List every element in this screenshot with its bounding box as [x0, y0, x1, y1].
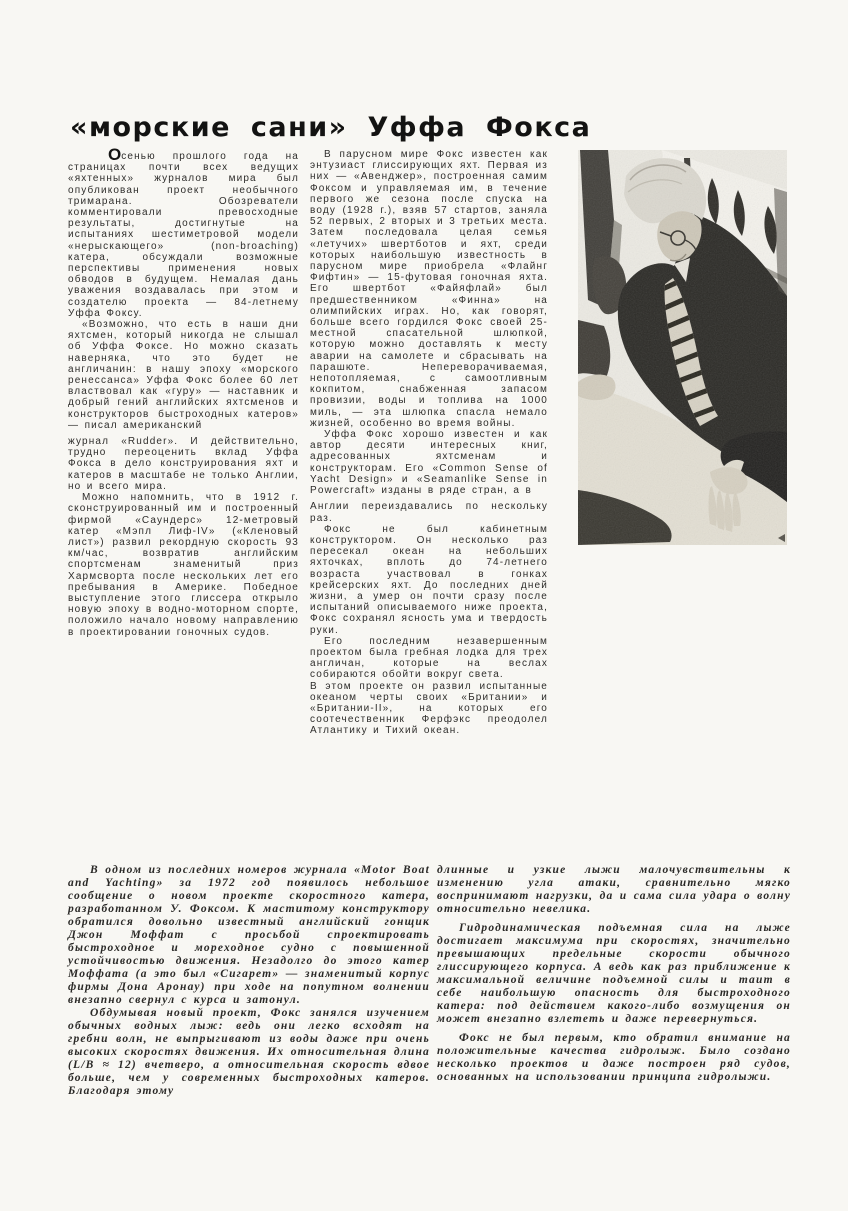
insert-left-column — [68, 864, 430, 1098]
paragraph: Фокс не был первым, кто обратил внимание на положительные качества гидролыж. Было создано несколько проектов и даже построен ряд судов, основанных на использовании принципа гидролыжи. — [437, 1032, 791, 1083]
paragraph: Уффа Фокс хорошо известен и как автор десяти интересных книг, адресованных яхтсменам и конструкторам. Его «Common Sense of Yacht Design» и «Seamanlike Sense in Powercraft» изданы в ряде стран, а в — [310, 429, 548, 497]
paragraph: длинные и узкие лыжи малочувствительны к изменению угла атаки, сравнительно мягко воспринимают нагрузки, да и сама сила удара о волну относительно невелика. — [437, 864, 791, 915]
paragraph: В одном из последних номеров журнала «Motor Boat and Yachting» за 1972 год появилось небольшое сообщение о новом проекте скоростного катера, разработанном У. Фоксом. К маститому конструктору обратился довольно известный английский гонщик Джон Моффат с просьбой спроектировать быстроходное и мореходное судно с повышенной устойчивостью движения. Незадолго до этого катер Моффата (а это был «Сигарет» — знаменитый корпус фирмы Дона Аронау) при ходе на попутном волнении внезапно свернул с курса и затонул. — [68, 864, 430, 1006]
paragraph-lead — [68, 145, 299, 319]
paragraph: Обдумывая новый проект, Фокс занялся изучением обычных водных лыж: ведь они легко всходят на гребни волн, не выпрыгивают из воды даже при очень высоких скоростях движения. Их относительная длина (L/B ≈ 12) вчетверо, а относительная скорость вдвое больше, чем у современных быстроходных катеров. Благодаря этому — [68, 1007, 430, 1097]
paragraph: Его последним незавершенным проектом была гребная лодка для трех англичан, которые на веслах собираются обойти вокруг света. — [310, 635, 548, 681]
photo-uffa-fox — [578, 150, 787, 545]
paragraph: Англии переиздавались по нескольку раз. — [310, 501, 548, 524]
paragraph: В парусном мире Фокс известен как энтузиаст глиссирующих яхт. Первая из них — «Авенджер», построенная самим Фоксом и управляемая им, в течение первого же сезона после спуска на воду (1928 г.), взяв 57 стартов, заняла 52 первых, 2 вторых и 3 третьих места. Затем последовала целая семья «летучих» швертботов и яхт, среди которых наибольшую известность в парусном мире приобрела «Флайнг Фифтин» — 15-футовая гоночная яхта. Его швертбот «Файяфлай» был предшественником «Финна» на олимпийских играх. Но, как говорят, больше всего гордился Фокс своей 25-местной спасательной шлюпкой, которую можно доставлять к месту аварии на самолете и сбрасывать на парашюте. Непереворачиваемая, непотопляемая, с самоотливным кокпитом, снабженная запасом провизии, воды и топлива на 1000 миль, — эта шлюпка спасла немало жизней, особенно во время войны. — [310, 149, 548, 429]
paragraph: «Возможно, что есть в наши дни яхтсмен, который никогда не слышал об Уффа Фоксе. Но можно сказать наверняка, что это будет не англичанин: в нашу эпоху «морского ренессанса» Уффа Фокс более 60 лет властвовал как «гуру» — наставник и добрый гений английских яхтсменов и конструкторов быстроходных катеров» — писал американский — [68, 319, 299, 431]
paragraph: Фокс не был кабинетным конструктором. Он несколько раз пересекал океан на небольших яхточках, вплоть до 74-летнего возраста участвовал в гонках крейсерских яхт. До последних дней жизни, а умер он почти сразу после испытаний описываемого ниже проекта, Фокс сохранял ясность ума и твердость руки. — [310, 523, 548, 636]
paragraph: Гидродинамическая подъемная сила на лыже достигает максимума при скоростях, значительно превышающих предельные скорости обычного глиссирующего корпуса. А ведь как раз приближение к максимальной величине подъемной силы и таит в себе наибольшую опасность для быстроходного катера: под действием какого-либо возмущения он может внезапно взлететь и даже перевернуться. — [437, 922, 791, 1025]
paragraph: Можно напомнить, что в 1912 г. сконструированный им и построенный фирмой «Саундерс» 12-метровый катер «Мэпл Лиф-IV» («Кленовый лист») развил рекордную скорость 93 км/час, возвратив английским спортсменам знаменитый приз Хармсворта после нескольких лет его пребывания в Америке. Победное выступление этого глиссера открыло новую эпоху в водно-моторном спорте, положило начало новому направлению в проектировании гоночных судов. — [68, 492, 299, 638]
photo-illustration — [578, 150, 787, 545]
page-title: «морские сани» Уффа Фокса — [70, 112, 592, 144]
dropcap-letter: О — [108, 145, 122, 164]
paragraph: журнал «Rudder». И действительно, трудно переоценить вклад Уффа Фокса в дело конструирования яхт и катеров в масштабе не только Англии, но и всего мира. — [68, 436, 299, 492]
paragraph: В этом проекте он развил испытанные океаном черты своих «Британии» и «Британии-II», на которых его соотечественник Ферфэкс преодолел Атлантику и Тихий океан. — [310, 680, 548, 737]
paragraph-lead-text: сенью прошлого года на страницах почти всех ведущих «яхтенных» журналов мира был опубликован проект необычного тримарана. Обозреватели комментировали превосходные результаты, достигнутые на испытаниях шестиметровой модели «нерыскающего» (non-broaching) катера, обсуждали возможные перспективы применения новых обводов в будущем. Немалая дань уважения воздавалась при этом и создателю проекта — 84-летнему Уффа Фоксу. — [68, 151, 299, 319]
article-column-1 — [68, 145, 299, 638]
insert-right-column — [437, 864, 791, 1084]
article-column-2 — [310, 149, 548, 737]
